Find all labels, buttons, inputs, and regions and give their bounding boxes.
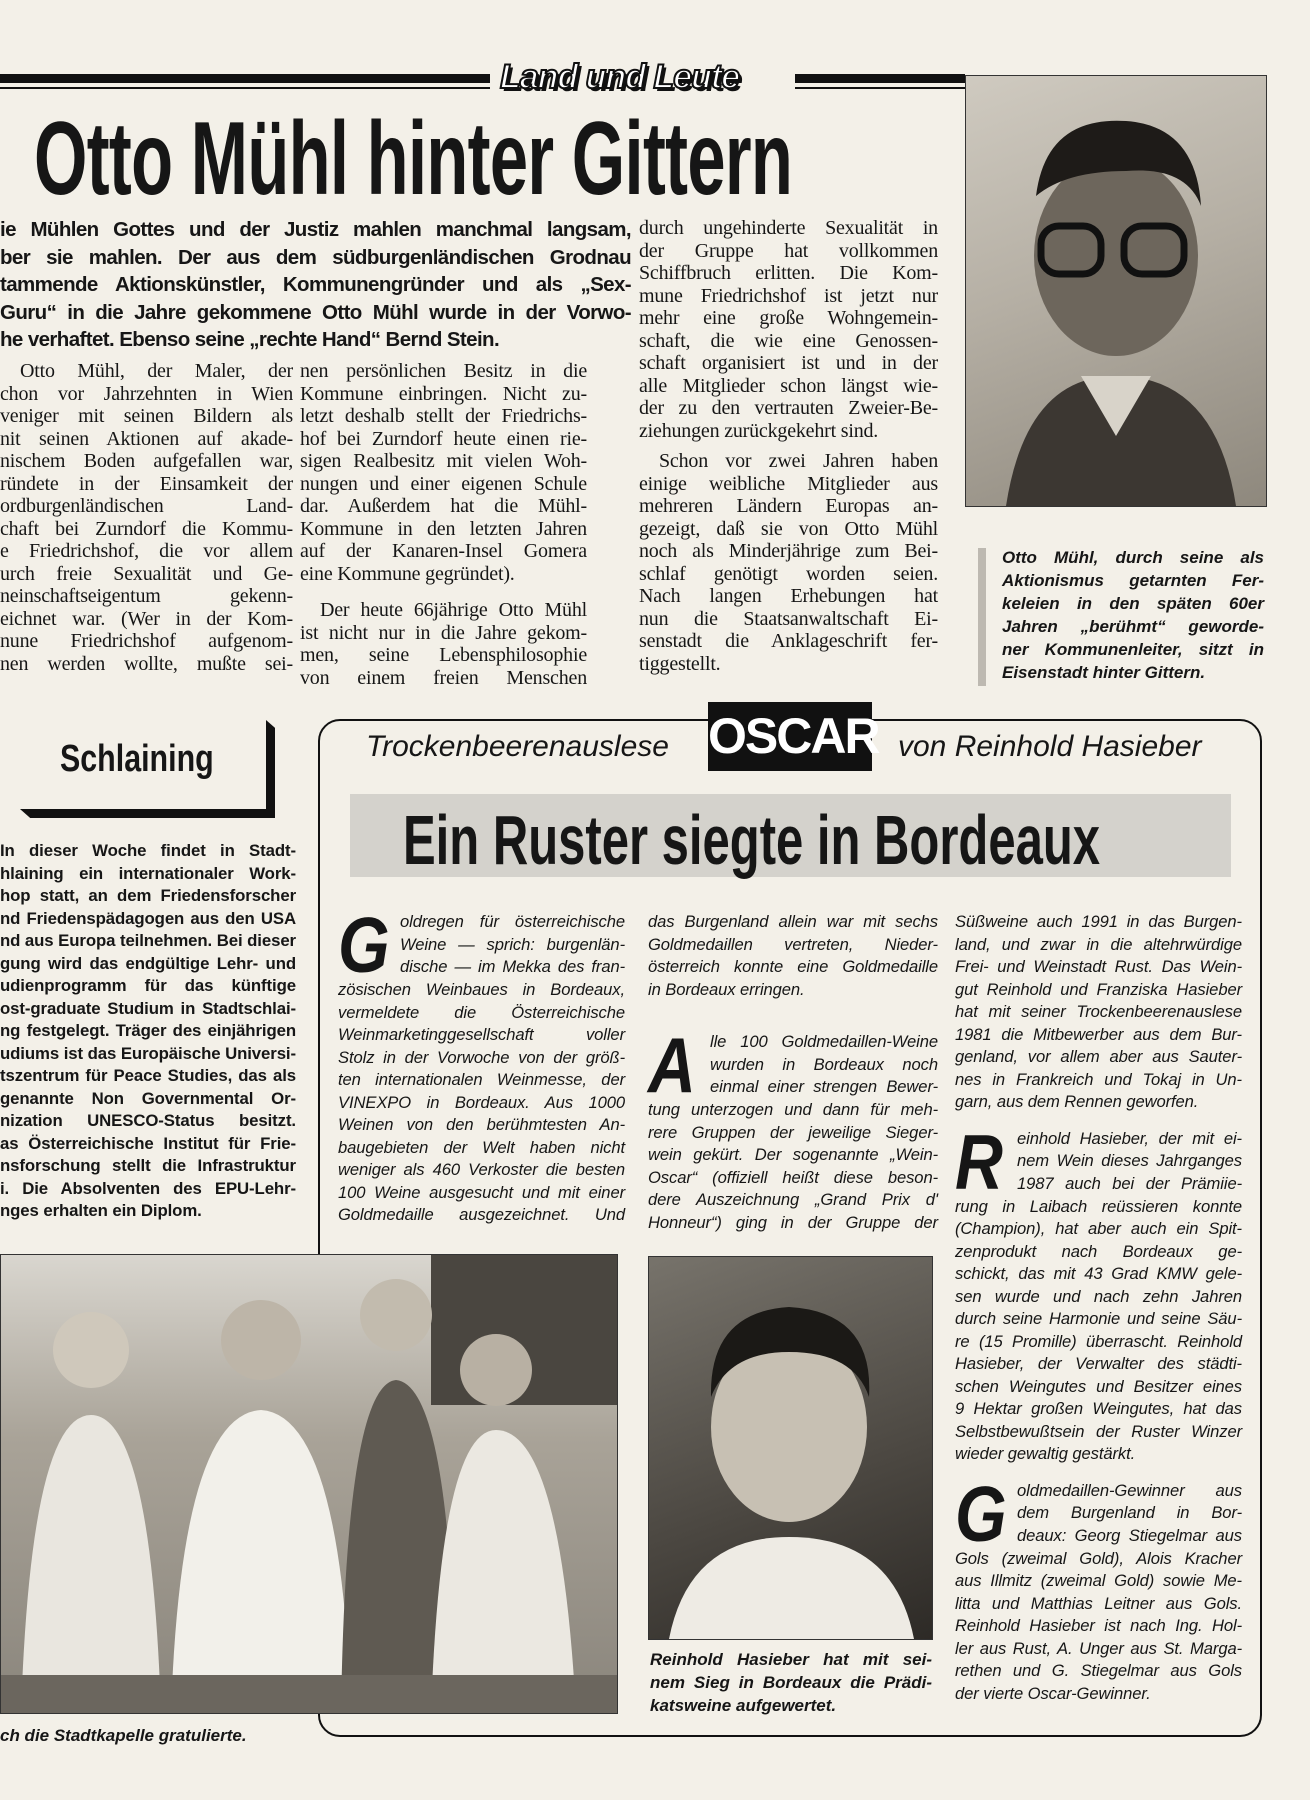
text-line: garn, aus dem Rennen geworfen. [955,1092,1199,1111]
article-headline: Otto Mühl hinter Gittern [34,101,793,217]
text-line: mehr eine große Wohngemein- [639,307,938,329]
text-line: wieder gewaltig gestärkt. [955,1444,1136,1463]
text-line: Otto Mühl, durch seine als [1002,548,1264,567]
text-line: nd Friedenspädagogen aus den USA [0,908,296,928]
box-shadow-bottom [20,809,275,818]
text-line: gut Reinhold und Franziska Hasieber [955,979,1242,999]
text-line: das Burgenland allein war mit sechs [648,912,938,931]
text-line: hlaining ein internationaler Work- [0,863,296,883]
text-line: ten internationalen Weinmesse, der [338,1070,625,1089]
section-rule-right [795,74,965,83]
paragraph [639,450,938,675]
reinhold-hasieber-photo [648,1256,933,1640]
text-line: Eisenstadt hinter Gittern. [1002,663,1206,682]
text-line: tung unterzogen und dann für meh- [648,1100,938,1119]
text-line: Hasieber, der Verwalter des städti- [955,1354,1242,1373]
schlaining-box [20,720,275,818]
text-line: durch ungehinderte Sexualität in [639,217,938,239]
drop-cap: G [955,1469,1007,1558]
text-line: österreich konnte eine Goldmedaille [648,957,938,976]
oscar-kicker-right: von Reinhold Hasieber [892,730,1208,764]
text-line: zenprodukt nach Bordeaux ge- [955,1241,1242,1261]
text-line: 100 Weine ausgesucht und mit einer [338,1182,625,1202]
text-line: ründete in der Einsamkeit der [0,472,293,495]
paragraph [300,360,587,585]
text-line: Weinmarketinggesellschaft voller [338,1025,625,1044]
text-line: Stolz in der Vorwoche von der größ- [338,1047,625,1067]
oscar-column-1 [338,901,625,1241]
text-line: Aktionismus getarnten Fer- [1002,571,1264,590]
text-line: nischem Boden aufgefallen war, [0,450,293,472]
section-rule-right-thin [795,87,965,89]
text-line: nem Sieg in Bordeaux die Prädi- [650,1673,932,1692]
text-line: re (15 Promille) überrascht. Reinhold [955,1331,1242,1351]
text-line: VINEXPO in Bordeaux. Aus 1000 [338,1092,625,1112]
text-line: nes in Frankreich und Tokaj in Un- [955,1069,1242,1089]
text-line: genland, vor allem aber aus Sauter- [955,1047,1242,1066]
text-line: Weine — sprich: burgenlän- [400,934,625,954]
text-line: e Friedrichshof, die vor allem [0,540,293,562]
article-column-3 [639,217,938,689]
paragraph [955,1469,1242,1706]
text-line: dische — im Mekka des fran- [400,957,625,976]
text-line: zösischen Weinbaues in Bordeaux, [338,980,625,999]
text-line: nges erhalten ein Diplom. [0,1201,202,1220]
text-line: nd aus Europa teilnehmen. Bei dieser [0,931,296,950]
group-silhouettes-icon [1,1255,617,1713]
text-line: von einem freien Menschen [300,666,587,689]
text-line: dere Auszeichnung „Grand Prix d' [648,1190,938,1209]
oscar-column-2 [648,911,938,1248]
portrait-silhouette-icon [649,1257,932,1639]
text-line: urch freie Sexualität und Ge- [0,562,293,585]
hasieber-photo-caption [650,1648,932,1717]
text-line: tammende Aktionskünstler, Kommunengründer und als „Sex- [0,273,631,296]
otto-photo-caption [1002,546,1264,684]
otto-muehl-photo [965,75,1267,507]
text-line: der Gruppe hat vollkommen [639,239,938,262]
text-line: ng festgelegt. Träger des einjährigen [0,1021,296,1040]
oscar-badge: OSCAR [708,702,872,771]
paragraph [955,911,1242,1114]
text-line: nun die Staatsanwaltschaft Ei- [639,607,938,630]
text-line: rethen und G. Stiegelmar aus Gols [955,1661,1242,1680]
caption-bar [978,548,986,686]
text-line: Schon vor zwei Jahren haben [659,450,938,472]
text-line: ist nicht nur in die Jahre gekom- [300,621,587,644]
text-line: litta und Matthias Leitner aus Gols. [955,1593,1242,1613]
text-line: deaux: Georg Stiegelmar aus [1017,1525,1242,1545]
text-line: einige weibliche Mitglieder aus [639,472,938,495]
text-line: vermeldete die Österreichische [338,1002,625,1022]
text-line: oldmedaillen-Gewinner aus [1017,1480,1242,1500]
text-line: dem Burgenland in Bor- [1017,1503,1242,1522]
text-line: Der heute 66jährige Otto Mühl [320,599,587,621]
text-line: hop statt, an dem Friedensforscher [0,886,296,905]
oscar-headline: Ein Ruster siegte in Bordeaux [403,801,1101,879]
drop-cap: G [338,901,390,989]
text-line: auf der Kanaren-Insel Gomera [300,540,587,562]
text-line: udiums ist das Europäische Universi- [0,1043,296,1063]
schlaining-title: Schlaining [60,738,214,780]
text-line: In dieser Woche findet in Stadt- [0,841,296,860]
oscar-column-3 [955,911,1242,1719]
text-line: veniger mit seinen Bildern als [0,405,293,427]
text-line: Reinhold Hasieber hat mit sei- [650,1650,932,1669]
text-line: keleien in den späten 60er [1002,594,1264,613]
drop-cap: A [648,1021,696,1109]
text-line: Gols (zweimal Gold), Alois Kracher [955,1548,1242,1568]
text-line: tiggestellt. [639,652,721,675]
text-line: schaft, die wie eine Genossen- [639,329,938,352]
text-line: schen Weingutes und Besitzer eines [955,1376,1242,1396]
text-line: neinschaftseigentum gekenn- [0,585,293,607]
text-line: nization UNESCO-Status besitzt. [0,1111,296,1130]
text-line: udienprogramm für das künftige [0,976,296,995]
text-line: ner Kommunenleiter, sitzt in [1002,640,1264,659]
portrait-silhouette-icon [966,76,1266,506]
text-line: Goldmedaillen vertreten, Nieder- [648,934,938,954]
text-line: schlaf genötigt worden seien. [639,562,938,585]
text-line: Schiffbruch erlitten. Die Kom- [639,262,938,284]
text-line: katsweine aufgewertet. [650,1696,837,1715]
text-line: dar. Außerdem hat die Mühl- [300,495,587,517]
text-line: ordburgenländischen Land- [0,495,293,517]
text-line: 1981 die Mitbewerber aus dem Bur- [955,1024,1242,1044]
text-line: einhold Hasieber, der mit ei- [1017,1128,1242,1148]
text-line: letzt deshalb stellt der Friedrichs- [300,405,587,427]
text-line: ie Mühlen Gottes und der Justiz mahlen manchmal langsam, [0,218,631,241]
text-line: wurden in Bordeaux noch [710,1054,938,1074]
paragraph [648,911,938,1001]
text-line: ziehungen zurückgekehrt sind. [639,419,879,442]
text-line: gezeigt, daß sie von Otto Mühl [639,517,938,540]
text-line: Otto Mühl, der Maler, der [20,360,293,382]
text-line: eichnet war. (Wer in der Kom- [0,607,293,630]
article-column-2 [300,360,587,703]
text-line: oldregen für österreichische [400,912,625,931]
text-line: men, seine Lebensphilosophie [300,644,587,666]
text-line: i. Die Absolventen des EPU-Lehr- [0,1178,296,1198]
paragraph [648,1021,938,1234]
text-line: ler aus Rust, A. Unger aus St. Marga- [955,1638,1242,1658]
text-line: baugebieten der Welt haben nicht [338,1137,625,1157]
text-line: schaft organisiert ist und in der [639,352,938,374]
text-line: nem Wein dieses Jahrganges [1017,1151,1242,1170]
paragraph [300,599,587,689]
text-line: nen persönlichen Besitz in die [300,360,587,382]
text-line: Kommune in den letzten Jahren [300,517,587,540]
paragraph [0,360,293,675]
text-line: rere Gruppen der jeweilige Sieger- [648,1122,938,1142]
text-line: aus Illmitz (zweimal Gold) sowie Me- [955,1571,1242,1590]
text-line: 9 Hektar großen Weingutes, hat das [955,1399,1242,1418]
text-line: ber sie mahlen. Der aus dem südburgenländischen Grodnau [0,245,631,269]
text-line: sigen Realbesitz mit vielen Woh- [300,450,587,472]
text-line: hat mit seiner Trockenbeerenauslese [955,1002,1242,1021]
text-line: der vierte Oscar-Gewinner. [955,1683,1151,1703]
text-line: ost-graduate Studium in Stadtschlai- [0,998,296,1018]
text-line: 1987 auch bei der Prämiie- [1017,1173,1242,1193]
text-line: schickt, das mit 43 Grad KMW gele- [955,1264,1242,1283]
text-line: lle 100 Goldmedaillen-Weine [710,1032,938,1051]
text-line: chaft bei Zurndorf die Kommu- [0,517,293,540]
text-line: gung wird das endgültige Lehr- und [0,953,296,973]
text-line: Goldmedaille ausgezeichnet. Und [338,1205,625,1224]
section-rule-left-thin [0,87,490,89]
text-line: weniger als 460 Verkoster die besten [338,1160,625,1179]
text-line: nit seinen Aktionen auf akade- [0,427,293,450]
text-line: nsforschung stellt die Infrastruktur [0,1156,296,1175]
schlaining-text [0,840,296,1223]
text-line: durch seine Harmonie und seine Säu- [955,1309,1242,1328]
text-line: Reinhold Hasieber ist nach Ing. Hol- [955,1616,1242,1635]
oscar-kicker-left: Trockenbeerenauslese [360,730,675,764]
text-line: Jahren „berühmt“ geworde- [1002,617,1264,636]
text-line: Weinen von den berühmtesten An- [338,1115,625,1134]
article-column-1 [0,360,293,689]
paragraph [639,217,938,442]
text-line: sen wurde und nach zehn Jahren [955,1286,1242,1306]
text-line: Kommune einbringen. Nicht zu- [300,382,587,405]
section-rule-left [0,74,490,83]
section-logo: Land und Leute [500,58,740,96]
text-line: Nach langen Erhebungen hat [639,585,938,607]
text-line: land, und zwar in die altehrwürdige [955,934,1242,954]
group-photo-caption: ch die Stadtkapelle gratulierte. [0,1726,247,1745]
text-line: Selbstbewußtsein der Ruster Winzer [955,1421,1242,1441]
text-line: Oscar“ (offiziell heißt diese beson- [648,1167,938,1187]
text-line: mehreren Ländern Europas an- [639,495,938,517]
paragraph [338,901,625,1227]
text-line: in Bordeaux erringen. [648,979,805,999]
text-line: nen werden wollte, mußte sei- [0,652,293,675]
text-line: nungen und einer eigenen Schule [300,472,587,495]
text-line: Frei- und Weinstadt Rust. Das Wein- [955,957,1242,976]
text-line: tszentrum für Peace Studies, das als [0,1066,296,1085]
text-line: alle Mitglieder schon längst wie- [639,374,938,397]
text-line: chon vor Jahrzehnten in Wien [0,382,293,405]
text-line: Guru“ in die Jahre gekommene Otto Mühl wurde in der Vorwo- [0,300,631,324]
text-line: as Österreichische Institut für Frie- [0,1133,296,1153]
oscar-headline-band [350,794,1231,877]
text-line: hof bei Zurndorf heute einen rie- [300,427,587,450]
text-line: Honneur“) ging in der Gruppe der [648,1212,938,1232]
text-line: Süßweine auch 1991 in das Burgen- [955,912,1242,931]
text-line: der zu den vertrauten Zweier-Be- [639,397,938,419]
stadtkapelle-group-photo [0,1254,618,1714]
text-line: he verhaftet. Ebenso seine „rechte Hand“ Bernd Stein. [0,328,500,351]
paragraph [955,1117,1242,1466]
box-shadow-right [266,720,275,818]
text-line: rung in Laibach reüssieren konnte [955,1196,1242,1216]
text-line: genannte Non Governmental Or- [0,1088,296,1108]
text-line: nune Friedrichshof aufgenom- [0,630,293,652]
article-lead [0,216,631,354]
text-line: eine Kommune gegründet). [300,562,515,585]
text-line: wein gekürt. Der sogenannte „Wein- [648,1145,938,1164]
drop-cap: R [955,1117,1003,1206]
text-line: mune Friedrichshof ist jetzt nur [639,284,938,307]
text-line: noch als Minderjährige zum Bei- [639,540,938,562]
text-line: senstadt die Anklageschrift fer- [639,630,938,652]
text-line: (Champion), hat aber auch ein Spit- [955,1219,1242,1238]
text-line: einmal einer strengen Bewer- [710,1077,938,1096]
